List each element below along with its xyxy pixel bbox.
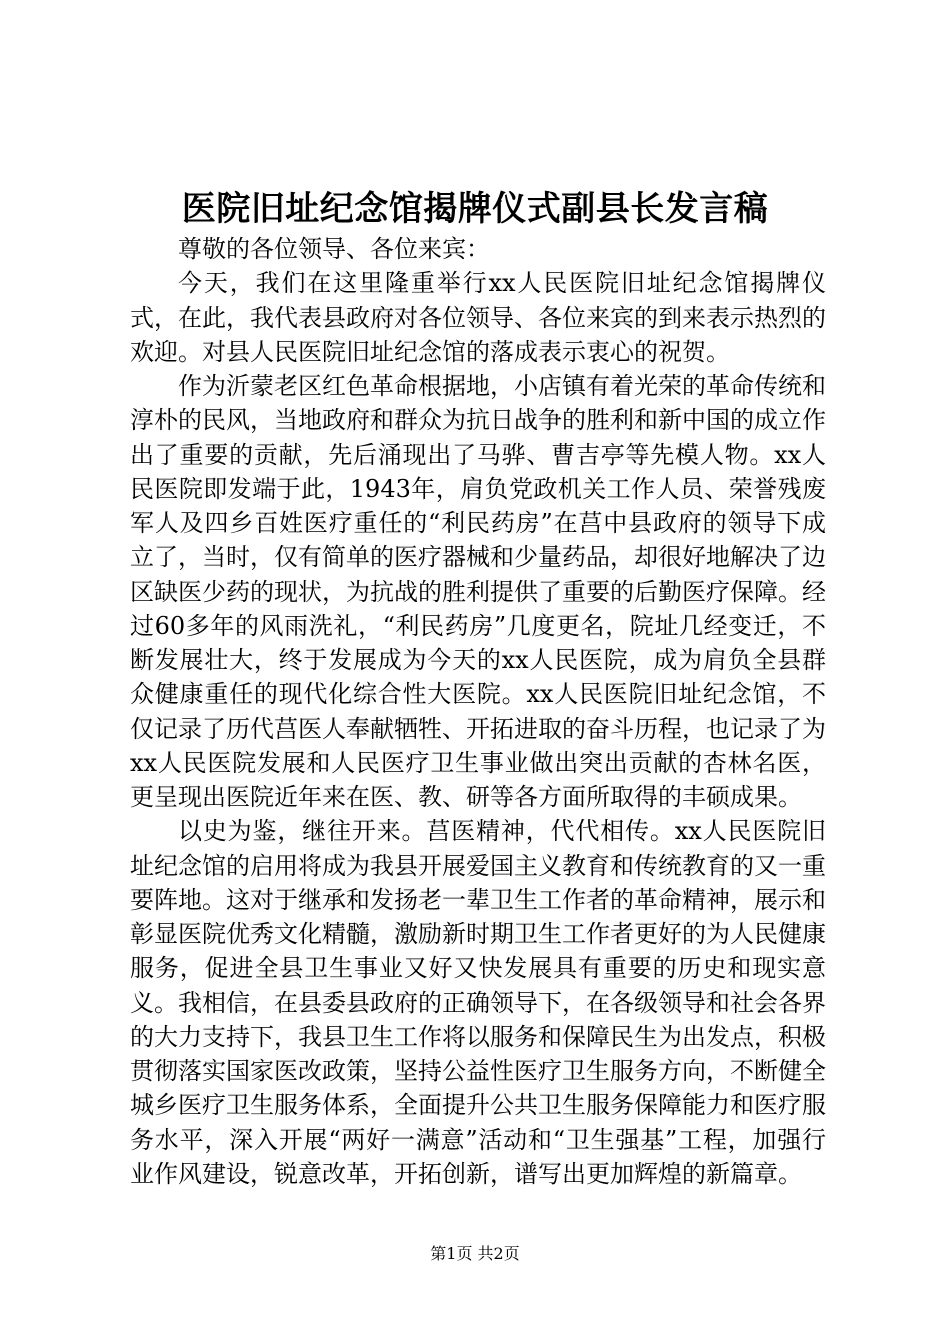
document-title: 医院旧址纪念馆揭牌仪式副县长发言稿 [181,189,769,229]
salutation-paragraph: 尊敬的各位领导、各位来宾： [178,235,490,263]
opening-paragraph: 今天，我们在这里隆重举行xx人民医院旧址纪念馆揭牌仪式，在此，我代表县政府对各位领导、各位来宾的到来表示热烈的欢迎。对县人民医院旧址纪念馆的落成表示衷心的祝贺。 [130,269,826,366]
history-paragraph: 作为沂蒙老区红色革命根据地，小店镇有着光荣的革命传统和淳朴的民风，当地政府和群众为抗日战争的胜利和新中国的成立作出了重要的贡献，先后涌现出了马骅、曹吉亭等先模人物。xx人民医院即发端于此，1943年，肩负党政机关工作人员、荣誉残废军人及四乡百姓医疗重任的“利民药房”在莒中县政府的领导下成立了，当时，仅有简单的医疗器械和少量药品，却很好地解决了边区缺医少药的现状，为抗战的胜利提供了重要的后勤医疗保障。经过60多年的风雨洗礼，“利民药房”几度更名，院址几经变迁，不断发展壮大，终于发展成为今天的xx人民医院，成为肩负全县群众健康重任的现代化综合性大医院。xx人民医院旧址纪念馆，不仅记录了历代莒医人奉献牺牲、开拓进取的奋斗历程，也记录了为xx人民医院发展和人民医疗卫生事业做出突出贡献的杏林名医，更呈现出医院近年来在医、教、研等各方面所取得的丰硕成果。 [130,372,826,811]
document-body [130,232,826,1191]
closing-paragraph: 以史为鉴，继往开来。莒医精神，代代相传。xx人民医院旧址纪念馆的启用将成为我县开展爱国主义教育和传统教育的又一重要阵地。这对于继承和发扬老一辈卫生工作者的革命精神，展示和彰显医院优秀文化精髓，激励新时期卫生工作者更好的为人民健康服务，促进全县卫生事业又好又快发展具有重要的历史和现实意义。我相信，在县委县政府的正确领导下，在各级领导和社会各界的大力支持下，我县卫生工作将以服务和保障民生为出发点，积极贯彻落实国家医改政策，坚持公益性医疗卫生服务方向，不断健全城乡医疗卫生服务体系，全面提升公共卫生服务保障能力和医疗服务水平，深入开展“两好一满意”活动和“卫生强基”工程，加强行业作风建设，锐意改革，开拓创新，谱写出更加辉煌的新篇章。 [130,817,826,1188]
page-footer: 第1页 共2页 [430,1244,520,1263]
